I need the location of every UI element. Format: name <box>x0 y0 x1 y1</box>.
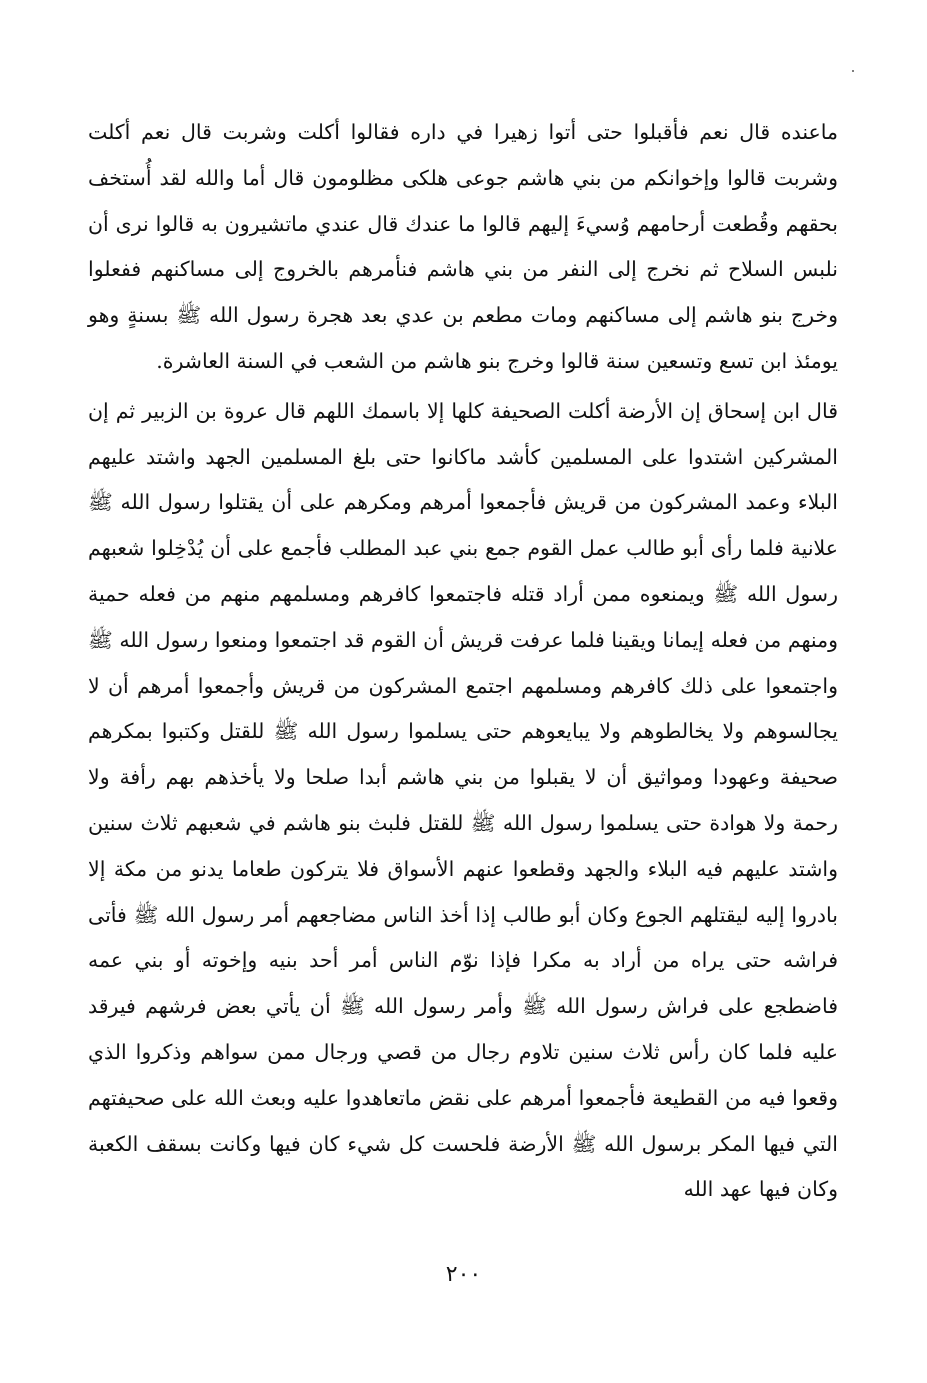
page-number: ٢٠٠ <box>445 1262 482 1287</box>
body-text <box>88 110 838 1213</box>
scan-speck <box>852 70 854 72</box>
paragraph-2: قال ابن إسحاق إن الأرضة أكلت الصحيفة كلها إلا باسمك اللهم قال عروة بن الزبير ثم إن المشركين اشتدوا على المسلمين كأشد ماكانوا حتى بلغ المسلمين الجهد واشتد عليهم البلاء وعمد المشركون من قريش فأجمعوا أمرهم ومكرهم على أن يقتلوا رسول الله ﷺ علانية فلما رأى أبو طالب عمل القوم جمع بني عبد المطلب فأجمع على أن يُدْخِلوا شعبهم رسول الله ﷺ ويمنعوه ممن أراد قتله فاجتمعوا كافرهم ومسلمهم منهم من فعله حمية ومنهم من فعله إيمانا ويقينا فلما عرفت قريش أن القوم قد اجتمعوا ومنعوا رسول الله ﷺ واجتمعوا على ذلك كافرهم ومسلمهم اجتمع المشركون من قريش وأجمعوا أمرهم أن لا يجالسوهم ولا يخالطوهم ولا يبايعوهم حتى يسلموا رسول الله ﷺ للقتل وكتبوا بمكرهم صحيفة وعهودا ومواثيق أن لا يقبلوا من بني هاشم أبدا صلحا ولا يأخذهم بهم رأفة ولا رحمة ولا هوادة حتى يسلموا رسول الله ﷺ للقتل فلبث بنو هاشم في شعبهم ثلاث سنين واشتد عليهم فيه البلاء والجهد وقطعوا عنهم الأسواق فلا يتركون طعاما يدنو من مكة إلا بادروا إليه ليقتلهم الجوع وكان أبو طالب إذا أخذ الناس مضاجعهم أمر رسول الله ﷺ فأتى فراشه حتى يراه من أراد به مكرا فإذا نوّم الناس أمر أحد بنيه وإخوته أو بني عمه فاضطجع على فراش رسول الله ﷺ وأمر رسول الله ﷺ أن يأتي بعض فرشهم فيرقد عليه فلما كان رأس ثلاث سنين تلاوم رجال من قصي ورجال ممن سواهم وذكروا الذي وقعوا فيه من القطيعة فأجمعوا أمرهم على نقض ماتعاهدوا عليه وبعث الله على صحيفتهم التي فيها المكر برسول الله ﷺ الأرضة فلحست كل شيء كان فيها وكانت بسقف الكعبة وكان فيها عهد الله <box>88 398 838 1202</box>
paragraph-1: ماعنده قال نعم فأقبلوا حتى أتوا زهيرا في داره فقالوا أكلت وشربت قال نعم أكلت وشربت قالوا وإخوانكم من بني هاشم جوعى هلكى مظلومون قال أما والله لقد أُستخف بحقهم وقُطعت أرحامهم وُسيءَ إليهم قالوا ما عندك قال عندي ماتشيرون به قالوا نرى أن نلبس السلاح ثم نخرج إلى النفر من بني هاشم فنأمرهم بالخروج إلى مساكنهم ففعلوا وخرج بنو هاشم إلى مساكنهم ومات مطعم بن عدي بعد هجرة رسول الله ﷺ بسنةٍ وهو يومئذ ابن تسع وتسعين سنة قالوا وخرج بنو هاشم من الشعب في السنة العاشرة. <box>88 120 838 373</box>
